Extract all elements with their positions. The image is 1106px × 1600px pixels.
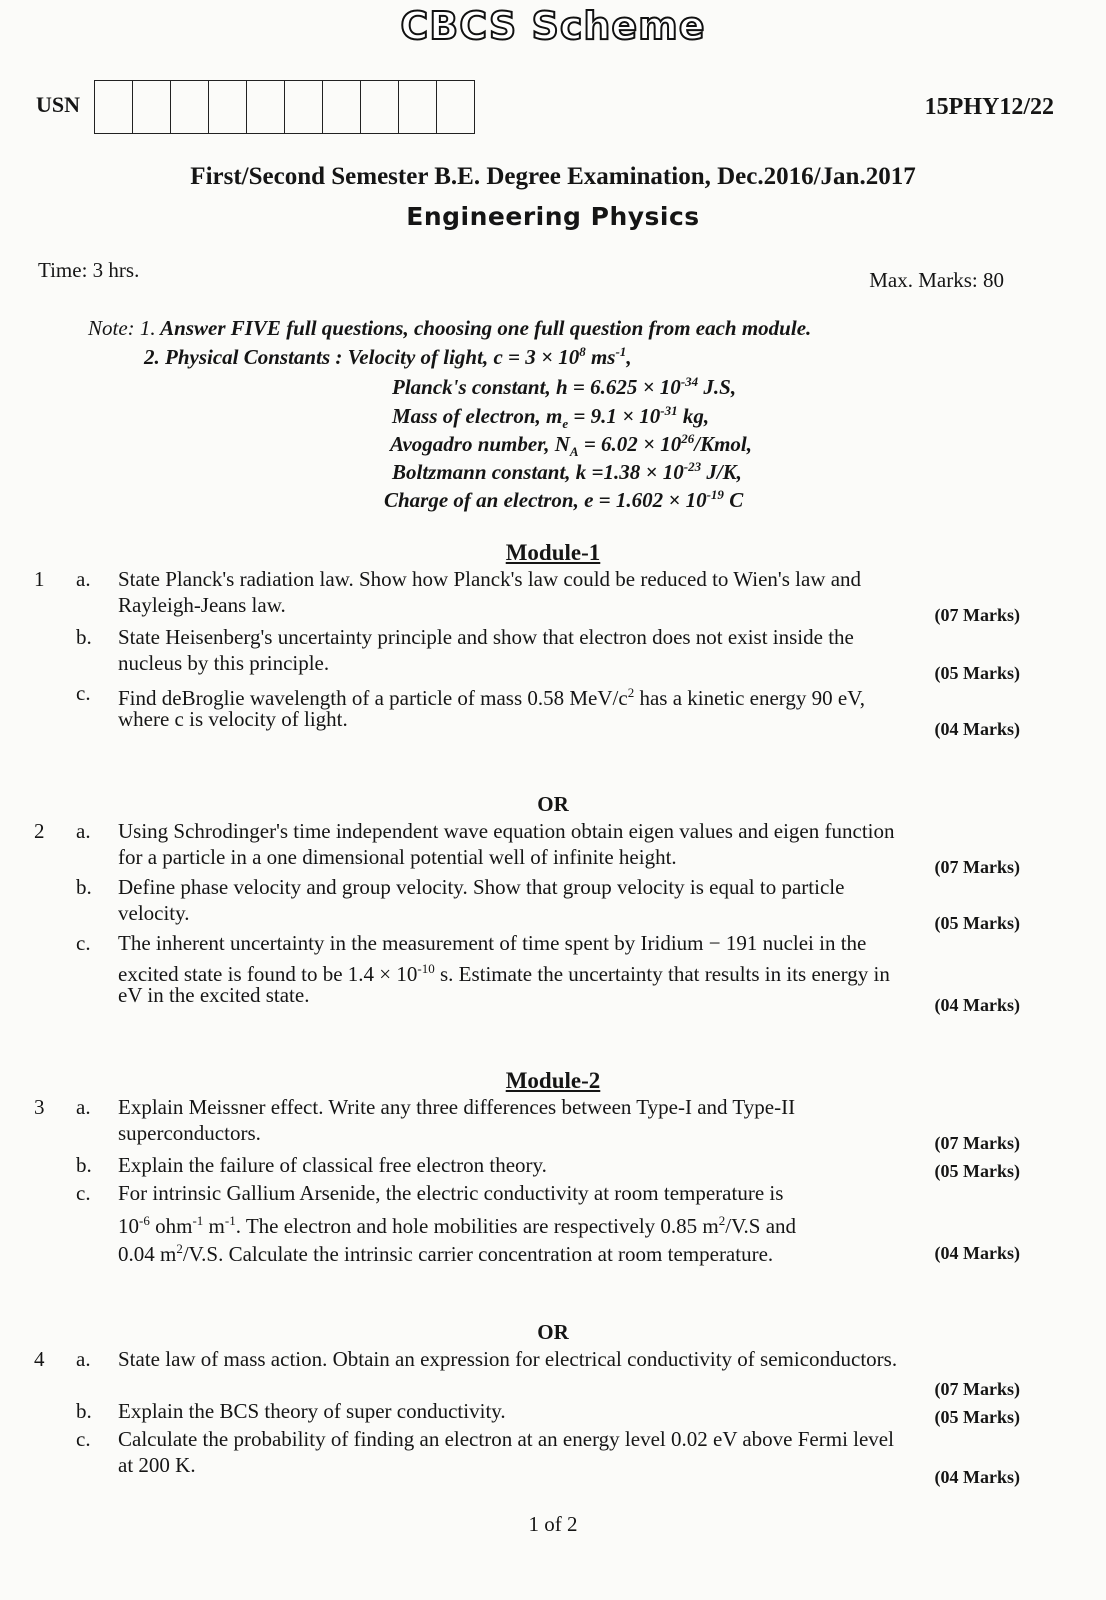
usn-box[interactable] [323,81,361,133]
marks-label: (05 Marks) [934,1407,1020,1427]
note-2-label: Physical Constants : [165,345,343,369]
question-number: 1 [34,567,45,591]
question-text: nucleus by this principle. [118,651,330,675]
marks-label: (07 Marks) [934,1379,1020,1399]
marks-label: (05 Marks) [934,1161,1020,1181]
const-h: Planck's constant, $h = 6.625 \times 10^{-34}$ J.S, [392,374,737,399]
question-text: for a particle in a one dimensional potential well of infinite height. [118,845,677,869]
question-text: velocity. [118,901,190,925]
question-text: where c is velocity of light. [118,707,348,731]
usn-boxes [94,80,475,134]
question-letter: c. [76,1181,91,1205]
question-letter: b. [76,875,92,899]
question-letter: c. [76,931,91,955]
exam-title: First/Second Semester B.E. Degree Examination, Dec.2016/Jan.2017 [190,163,916,190]
note-2 [144,344,632,370]
question-number: 2 [34,819,45,843]
question-letter: b. [76,1399,92,1423]
const-me: Mass of electron, $m_e = 9.1 \times 10^{-31}$ kg, [392,403,710,432]
subject-code: 15PHY12/22 [924,94,1054,120]
question-letter: b. [76,1153,92,1177]
marks-label: (07 Marks) [934,605,1020,625]
question-text: Calculate the probability of finding an electron at an energy level 0.02 eV above Fermi level [118,1427,894,1451]
subject-title: Engineering Physics [406,202,700,231]
marks-label: (05 Marks) [934,913,1020,933]
marks-label: (04 Marks) [934,1243,1020,1263]
marks-label: (04 Marks) [934,1467,1020,1487]
note-1-prefix: Note: 1. [88,316,156,340]
question-text: eV in the excited state. [118,983,310,1007]
marks-label: (07 Marks) [934,857,1020,877]
marks-label: (04 Marks) [934,719,1020,739]
question-text: Explain the failure of classical free electron theory. [118,1153,547,1177]
usn-box[interactable] [171,81,209,133]
question-text: at 200 K. [118,1453,196,1477]
question-text: State law of mass action. Obtain an expression for electrical conductivity of semiconductors. [118,1347,898,1371]
usn-box[interactable] [209,81,247,133]
question-text: Find deBroglie wavelength of a particle of mass 0.58 MeV/$c^2$ has a kinetic energy 90 eV, [118,685,865,710]
marks-label: (05 Marks) [934,663,1020,683]
question-letter: b. [76,625,92,649]
usn-box[interactable] [95,81,133,133]
question-text: superconductors. [118,1121,261,1145]
usn-box[interactable] [399,81,437,133]
note-1 [88,316,811,341]
note-1-text: Answer FIVE full questions, choosing one full question from each module. [160,316,812,340]
marks-label: (07 Marks) [934,1133,1020,1153]
module-1-heading: Module-1 [505,540,601,565]
usn-box[interactable] [361,81,399,133]
question-text: State Heisenberg's uncertainty principle and show that electron does not exist inside the [118,625,854,649]
question-letter: a. [76,1347,91,1371]
module-2-heading: Module-2 [505,1068,601,1093]
page-number: 1 of 2 [528,1512,578,1536]
question-text: Explain the BCS theory of super conductivity. [118,1399,506,1423]
usn-box[interactable] [285,81,323,133]
max-marks: Max. Marks: 80 [869,268,1004,292]
const-na: Avogadro number, $N_A = 6.02$ × $10^{26}$/Kmol, [390,431,753,460]
question-text: Explain Meissner effect. Write any three differences between Type-I and Type-II [118,1095,796,1119]
or-divider: OR [537,1320,569,1344]
const-k: Boltzmann constant, $k =1.38 \times 10^{-23}$ J/K, [392,459,742,484]
question-text: 0.04 $m^2/V.S$. Calculate the intrinsic carrier concentration at room temperature. [118,1241,774,1266]
marks-label: (04 Marks) [934,995,1020,1015]
question-letter: a. [76,819,91,843]
question-text: State Planck's radiation law. Show how Planck's law could be reduced to Wien's law and [118,567,862,591]
question-number: 4 [34,1347,45,1371]
question-letter: a. [76,567,91,591]
usn-box[interactable] [247,81,285,133]
question-text: Using Schrodinger's time independent wave equation obtain eigen values and eigen function [118,819,895,843]
question-text: $10^{-6}$ ohm$^{-1}$ $m^{-1}$. The electron and hole mobilities are respectively 0.85 $m^2/V.S$ and [118,1213,797,1238]
question-letter: a. [76,1095,91,1119]
usn-box[interactable] [437,81,474,133]
question-text: excited state is found to be $1.4 \times 10^{-10}$ s. Estimate the uncertainty that results in its energy in [118,961,890,986]
scheme-banner: CBCS Scheme [400,4,706,48]
question-letter: c. [76,681,91,705]
question-text: Define phase velocity and group velocity. Show that group velocity is equal to particle [118,875,845,899]
usn-label: USN [36,92,81,117]
or-divider: OR [537,792,569,816]
note-2-prefix: 2. [144,345,160,369]
question-text: The inherent uncertainty in the measurement of time spent by Iridium − 191 nuclei in the [118,931,867,955]
time-allowed: Time: 3 hrs. [38,258,140,282]
question-text: For intrinsic Gallium Arsenide, the electric conductivity at room temperature is [118,1181,784,1205]
const-c: Velocity of light, $c = 3 \times 10^8$ $ms^{-1}$, [347,344,632,369]
question-letter: c. [76,1427,91,1451]
question-number: 3 [34,1095,45,1119]
usn-box[interactable] [133,81,171,133]
const-e: Charge of an electron, $e = 1.602 \times 10^{-19}$ C [384,487,744,512]
question-text: Rayleigh-Jeans law. [118,593,286,617]
